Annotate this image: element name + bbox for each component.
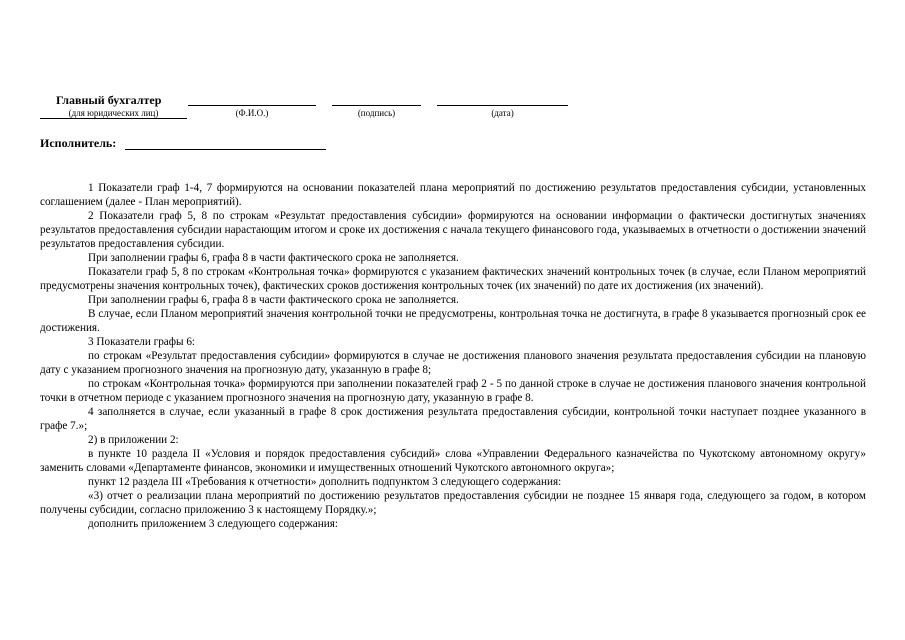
notes-body <box>40 181 866 531</box>
paragraph: «3) отчет о реализации плана мероприятий по достижению результатов предоставления субсидии не позднее 15 января года, следующего за годом, в котором получены субсидии, согласно приложению 3 к настоящему Порядку.»; <box>40 490 866 516</box>
fio-caption: (Ф.И.О.) <box>235 108 269 118</box>
chief-accountant-underline <box>40 118 187 119</box>
signature-caption: (подпись) <box>357 108 396 118</box>
paragraph: пункт 12 раздела III «Требования к отчетности» дополнить подпунктом 3 следующего содержания: <box>88 476 562 488</box>
paragraph: При заполнении графы 6, графа 8 в части фактического срока не заполняется. <box>88 252 459 264</box>
executor-line <box>125 149 326 150</box>
paragraph: При заполнении графы 6, графа 8 в части фактического срока не заполняется. <box>88 294 459 306</box>
paragraph: 2) в приложении 2: <box>88 434 179 446</box>
paragraph: по строкам «Результат предоставления субсидии» формируются в случае не достижения планового значения результата предоставления субсидии на плановую дату с указанием прогнозного значения на прогнозную дату, указанную в графе 8; <box>40 350 866 376</box>
paragraph: по строкам «Контрольная точка» формируются при заполнении показателей граф 2 - 5 по данной строке в случае не достижения планового значения контрольной точки в отчетном периоде с указанием прогнозного значения на прогнозную дату, указанную в графе 8. <box>40 378 866 404</box>
executor-label: Исполнитель: <box>40 136 117 150</box>
paragraph: В случае, если Планом мероприятий значения контрольной точки не предусмотрены, контрольная точка не достигнута, в графе 8 указывается прогнозный срок ее достижения. <box>40 308 866 334</box>
paragraph: 3 Показатели графы 6: <box>88 336 196 348</box>
date-line <box>437 105 568 106</box>
paragraph: 1 Показатели граф 1-4, 7 формируются на основании показателей плана мероприятий по достижению результатов предоставления субсидии, установленных соглашением (далее - План мероприятий). <box>40 182 866 208</box>
paragraph: Показатели граф 5, 8 по строкам «Контрольная точка» формируются с указанием фактических значений контрольных точек (в случае, если Планом мероприятий предусмотрены значения контрольных точек), фактических сроков достижения контрольных точек (их значений) по дате их достижения (их значений). <box>40 266 866 292</box>
fio-line <box>188 105 316 106</box>
legal-entity-note: (для юридических лиц) <box>68 108 159 118</box>
chief-accountant-title: Главный бухгалтер <box>56 93 162 107</box>
paragraph: 2 Показатели граф 5, 8 по строкам «Результат предоставления субсидии» формируются на основании информации о фактически достигнутых значениях результатов предоставления субсидии нарастающим итогом и сроке их достижения с начала текущего финансового года, указываемых в отчетности о достижении значений результатов предоставления субсидии. <box>40 210 866 250</box>
date-caption: (дата) <box>491 108 514 118</box>
paragraph: 4 заполняется в случае, если указанный в графе 8 срок достижения результата предоставления субсидии, контрольной точки наступает позднее указанного в графе 7.»; <box>40 406 866 432</box>
paragraph: дополнить приложением 3 следующего содержания: <box>88 518 338 530</box>
paragraph: в пункте 10 раздела II «Условия и порядок предоставления субсидий» слова «Управлении Федерального казначейства по Чукотскому автономному округу» заменить словами «Департаменте финансов, экономики и имущественных отношений Чукотского автономного округа»; <box>40 448 866 474</box>
signature-line <box>332 105 421 106</box>
